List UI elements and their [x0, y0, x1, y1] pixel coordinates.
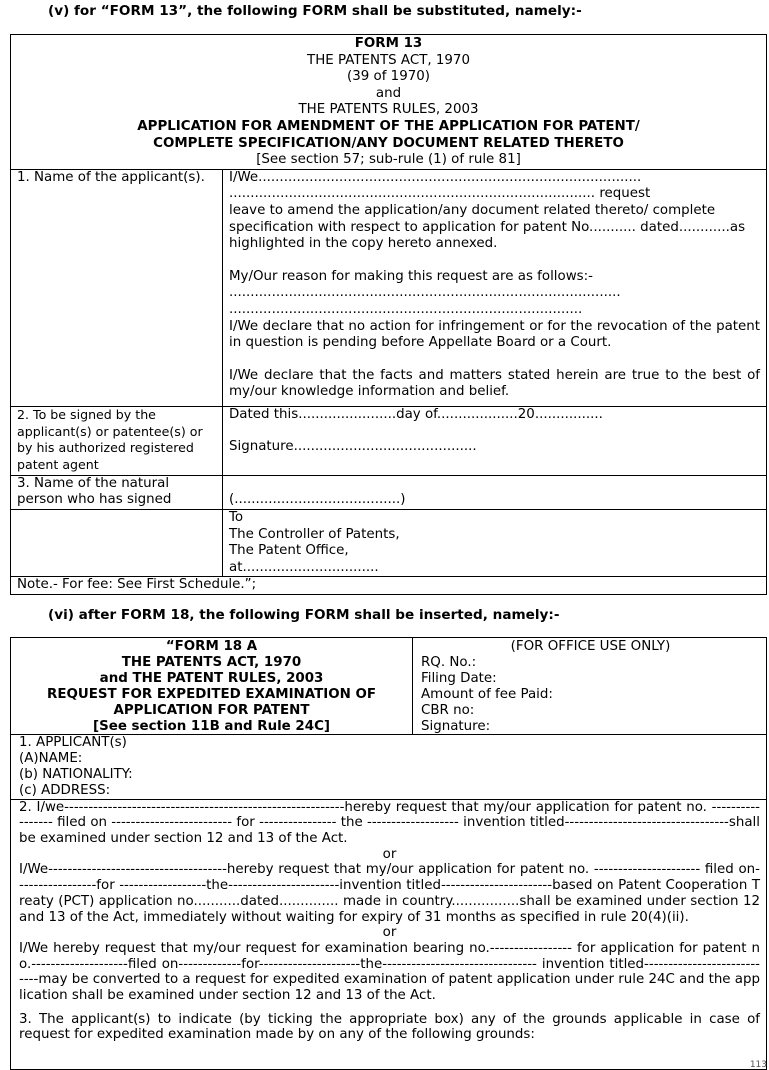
row1-line-6: ...................................................................................	[229, 301, 583, 317]
form-13-row2-body	[223, 406, 767, 475]
office-signature-field: Signature:	[421, 718, 491, 734]
applicant-name-field[interactable]: (A)NAME:	[19, 751, 83, 767]
page-number: 113	[749, 1060, 767, 1070]
form-13-subject-2: COMPLETE SPECIFICATION/ANY DOCUMENT RELATED THERETO	[153, 135, 624, 151]
grounds-text: 3. The applicant(s) to indicate (by ticking the appropriate box) any of the grounds applicable in case of request for expedited examination made by on any of the following grounds:	[19, 1011, 760, 1043]
form-18a-subject-2: APPLICATION FOR PATENT	[113, 702, 310, 718]
form-13-subject-1: APPLICATION FOR AMENDMENT OF THE APPLICATION FOR PATENT/	[137, 118, 640, 134]
form-13-note: Note.- For fee: See First Schedule.”;	[11, 577, 767, 595]
form-13-row1-body	[223, 169, 767, 406]
applicants-label: 1. APPLICANT(s)	[19, 735, 127, 751]
form-13-rules: THE PATENTS RULES, 2003	[298, 102, 479, 118]
form-13-act: THE PATENTS ACT, 1970	[307, 52, 470, 68]
form-13-title: FORM 13	[354, 36, 423, 51]
heading-vi: (vi) after FORM 18, the following FORM shall be inserted, namely:-	[48, 607, 560, 623]
applicant-section	[11, 735, 767, 799]
cbr-no-field: CBR no:	[421, 702, 475, 718]
request-section	[11, 799, 767, 1069]
form-13-row1-label: 1. Name of the applicant(s).	[11, 169, 223, 406]
form-13-and: and	[375, 85, 402, 101]
fee-paid-field: Amount of fee Paid:	[421, 686, 553, 702]
row1-line-1: I/We..........................................................................................	[229, 169, 642, 185]
form-13-addressee	[223, 509, 767, 576]
signature-field[interactable]: Signature...........................................	[229, 439, 477, 455]
dated-this-field[interactable]: Dated this.......................day of...................20................	[229, 406, 603, 422]
addressee-to: To	[229, 509, 244, 525]
row1-line-5: ............................................................................................	[229, 285, 621, 301]
form-13-row3-label: 3. Name of the natural person who has signed	[11, 475, 223, 509]
form-13-table	[10, 34, 767, 595]
form-18a-table	[10, 637, 767, 1070]
signer-name-field[interactable]: (.......................................)	[229, 491, 406, 507]
addressee-controller: The Controller of Patents,	[229, 526, 400, 542]
row1-line-3: leave to amend the application/any document related thereto/ complete specification with respect to application for patent No........... dated............as highlighted in the copy hereto annexed.	[229, 202, 746, 252]
form-18a-section-ref: [See section 11B and Rule 24C]	[92, 718, 331, 734]
rq-no-field: RQ. No.:	[421, 654, 477, 670]
addressee-office: The Patent Office,	[229, 543, 349, 559]
form-13-row3-body	[223, 475, 767, 509]
request-option-a: 2. I/we----------------------------------------------------------hereby request that my/our application for patent no. ----------------- filed on ------------------------- for ---------------- the ------------------- invention titled----------------------------------shall be examined under section 12 and 13 of the Act.	[19, 799, 760, 847]
form-18a-header	[11, 638, 413, 735]
form-18a-title: “FORM 18 A	[165, 639, 258, 654]
form-13-header	[11, 35, 767, 170]
row1-line-4: My/Our reason for making this request are as follows:-	[229, 268, 593, 284]
request-option-b: I/We-------------------------------------hereby request that my/our application for patent no. ---------------------- filed on-----------------for ------------------the-----------------------invention titled-----------------------based on Patent Cooperation Treaty (PCT) application no...........dated.............. made in country................shall be examined under section 12 and 13 of the Act, immediately without waiting for expiry of 31 months as specified in rule 20(4)(ii).	[19, 862, 760, 925]
applicant-address-field[interactable]: (c) ADDRESS:	[19, 782, 111, 798]
request-option-c: I/We hereby request that my/our request for examination bearing no.----------------- for application for patent no.--------------------filed on-------------for---------------------the-------------------------------- invention titled----------------------------may be converted to a request for expedited examination of patent application under rule 24C and the application shall be examined under section 12 and 13 of the Act.	[19, 940, 761, 1004]
form-13-section-ref: [See section 57; sub-rule (1) of rule 81]	[256, 152, 521, 168]
applicant-nationality-field[interactable]: (b) NATIONALITY:	[19, 767, 133, 783]
row1-line-7: I/We declare that no action for infringement or for the revocation of the patent in question is pending before Appellate Board or a Court.	[229, 318, 761, 351]
office-use-title: (FOR OFFICE USE ONLY)	[510, 639, 671, 654]
filing-date-field: Filing Date:	[421, 670, 497, 686]
or-separator-1: or	[382, 846, 397, 862]
or-separator-2: or	[382, 925, 397, 941]
form-18a-rules: and THE PATENT RULES, 2003	[99, 670, 324, 686]
form-18a-act: THE PATENTS ACT, 1970	[121, 654, 302, 670]
form-13-act-no: (39 of 1970)	[347, 69, 430, 85]
form-18a-subject-1: REQUEST FOR EXPEDITED EXAMINATION OF	[47, 686, 376, 702]
form-13-row2-label: 2. To be signed by the applicant(s) or patentee(s) or by his authorized registered patent agent	[11, 406, 223, 475]
heading-v: (v) for “FORM 13”, the following FORM shall be substituted, namely:-	[48, 3, 582, 19]
addressee-at-field[interactable]: at................................	[229, 559, 379, 575]
row1-line-8: I/We declare that the facts and matters stated herein are true to the best of my/our knowledge information and belief.	[229, 367, 761, 400]
row1-line-2: ...................................................................................... request	[229, 186, 651, 202]
office-use-box	[413, 638, 767, 735]
form-13-row4-empty	[11, 509, 223, 576]
